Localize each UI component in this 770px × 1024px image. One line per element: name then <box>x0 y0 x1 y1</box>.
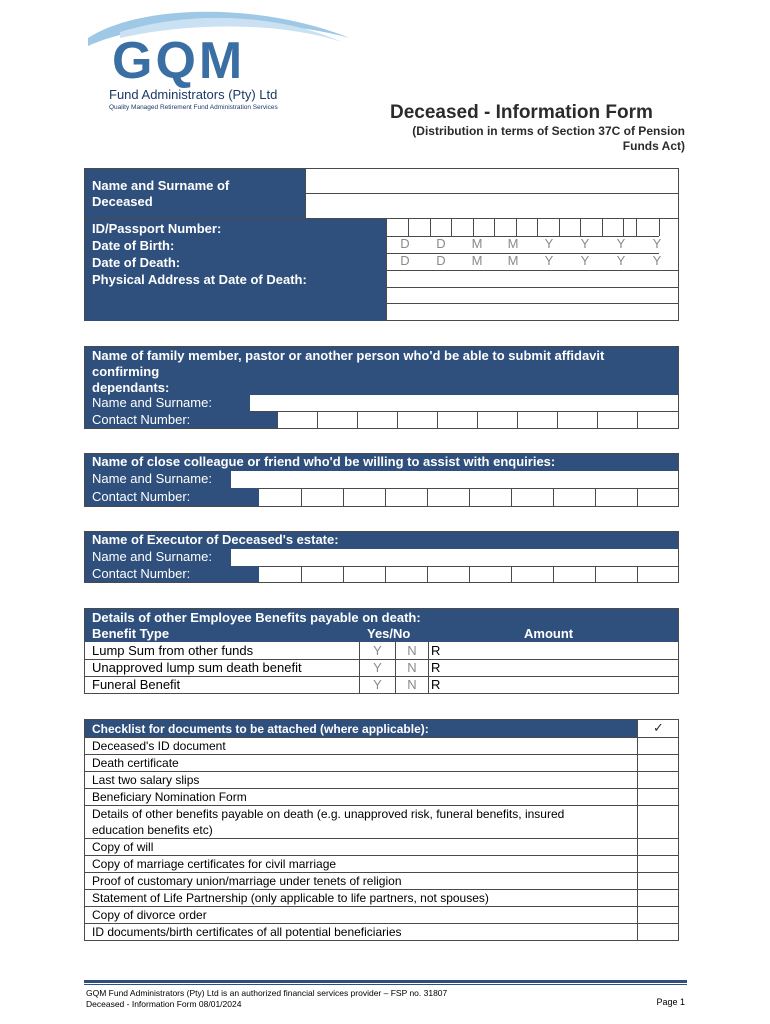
logo-brand: GQM <box>112 32 246 90</box>
checklist-item: ID documents/birth certificates of all potential beneficiaries <box>92 925 402 939</box>
checklist-checkbox[interactable] <box>638 907 678 923</box>
dob-boxes[interactable] <box>387 236 678 253</box>
check-column-header <box>637 720 678 737</box>
dod-y3: Y <box>616 253 626 268</box>
dod-m2: M <box>507 253 519 268</box>
benefit-amount[interactable]: R <box>431 643 441 658</box>
executor-contact-label: Contact Number: <box>92 566 191 581</box>
checklist-item: Statement of Life Partnership (only applicable to life partners, not spouses) <box>92 891 489 905</box>
colleague-contact-label-cell <box>85 488 259 506</box>
deceased-name-label-cell <box>85 169 305 218</box>
footer-page-number: Page 1 <box>656 997 685 1007</box>
dod-m1: M <box>471 253 483 268</box>
checklist-item: Proof of customary union/marriage under tenets of religion <box>92 874 402 888</box>
benefit-type: Unapproved lump sum death benefit <box>92 660 302 675</box>
family-contact-label: Contact Number: <box>92 412 191 427</box>
benefits-col-type: Benefit Type <box>92 626 170 641</box>
colleague-header-text: Name of close colleague or friend who'd be willing to assist with enquiries: <box>92 454 556 469</box>
benefit-yes[interactable]: Y <box>373 677 382 692</box>
checklist-checkbox[interactable] <box>638 873 678 889</box>
form-subtitle-line2: Funds Act) <box>622 139 685 153</box>
colleague-contact-label: Contact Number: <box>92 489 191 504</box>
logo-company: Fund Administrators (Pty) Ltd <box>109 87 278 102</box>
id-label: ID/Passport Number: <box>92 221 222 236</box>
executor-section <box>84 531 679 583</box>
checklist-item: Deceased's ID document <box>92 739 226 753</box>
dob-y4: Y <box>652 236 662 251</box>
benefits-col-yesno: Yes/No <box>367 626 411 641</box>
dob-y2: Y <box>580 236 590 251</box>
dob-y1: Y <box>544 236 554 251</box>
family-name-label: Name and Surname: <box>92 395 212 410</box>
executor-name-field[interactable] <box>231 549 678 566</box>
benefit-amount[interactable]: R <box>431 677 441 692</box>
dob-m1: M <box>471 236 483 251</box>
address-field[interactable] <box>387 270 678 320</box>
family-name-field[interactable] <box>250 395 678 412</box>
dod-y1: Y <box>544 253 554 268</box>
checklist-item: Copy of marriage certificates for civil marriage <box>92 857 337 871</box>
checklist-section <box>84 719 679 941</box>
executor-name-label-cell <box>85 549 231 566</box>
footer-rule <box>84 980 687 983</box>
checklist-checkbox[interactable] <box>638 924 678 940</box>
dob-label: Date of Birth: <box>92 238 175 253</box>
family-header-line2: confirming <box>92 364 160 379</box>
logo-tagline: Quality Managed Retirement Fund Administration Services <box>109 104 278 111</box>
deceased-section <box>84 168 679 321</box>
checklist-item: Death certificate <box>92 756 179 770</box>
dod-y2: Y <box>580 253 590 268</box>
benefit-no[interactable]: N <box>407 660 417 675</box>
form-subtitle-line1: (Distribution in terms of Section 37C of Pension <box>412 124 685 138</box>
benefit-type: Lump Sum from other funds <box>92 643 254 658</box>
executor-name-label: Name and Surname: <box>92 549 212 564</box>
colleague-header <box>85 454 678 471</box>
benefits-header <box>85 609 678 642</box>
dod-d2: D <box>436 253 446 268</box>
dod-d1: D <box>400 253 410 268</box>
checklist-item: Copy of divorce order <box>92 908 207 922</box>
benefits-section <box>84 608 679 694</box>
checklist-checkbox[interactable] <box>638 890 678 906</box>
checklist-item: Beneficiary Nomination Form <box>92 790 247 804</box>
checklist-checkbox[interactable] <box>638 772 678 788</box>
company-logo <box>80 8 360 116</box>
checklist-item <box>92 806 564 838</box>
deceased-name-label-line1: Name and Surname of <box>92 178 230 193</box>
deceased-name-field[interactable] <box>306 194 678 218</box>
benefit-yes[interactable]: Y <box>373 660 382 675</box>
checklist-checkbox[interactable] <box>638 789 678 805</box>
family-header-line1: Name of family member, pastor or another person who'd be able to submit affidavit <box>92 348 605 363</box>
benefit-row <box>85 659 678 676</box>
checklist-item-line2: education benefits etc) <box>92 823 213 837</box>
checklist-header <box>85 720 637 737</box>
executor-header <box>85 532 678 549</box>
colleague-contact-boxes[interactable] <box>259 488 678 506</box>
footer-rule-thin <box>84 984 687 985</box>
checklist-checkbox[interactable] <box>638 856 678 872</box>
checklist-item: Last two salary slips <box>92 773 200 787</box>
form-subtitle <box>380 124 685 154</box>
address-label: Physical Address at Date of Death: <box>92 272 307 287</box>
colleague-name-label: Name and Surname: <box>92 471 212 486</box>
dob-d1: D <box>400 236 410 251</box>
benefit-row <box>85 676 678 693</box>
benefit-type: Funeral Benefit <box>92 677 181 692</box>
deceased-name-label-line2: Deceased <box>92 194 153 209</box>
executor-contact-boxes[interactable] <box>259 566 678 582</box>
dob-d2: D <box>436 236 446 251</box>
checklist-checkbox[interactable] <box>638 738 678 754</box>
checklist-checkbox[interactable] <box>638 755 678 771</box>
form-title: Deceased - Information Form <box>390 102 653 123</box>
colleague-section <box>84 453 679 507</box>
benefit-no[interactable]: N <box>407 677 417 692</box>
id-number-boxes[interactable] <box>387 219 678 236</box>
footer-form-version: Deceased - Information Form 08/01/2024 <box>86 999 242 1009</box>
family-section <box>84 346 679 429</box>
dod-label: Date of Death: <box>92 255 181 270</box>
colleague-name-label-cell <box>85 471 231 488</box>
dob-y3: Y <box>616 236 626 251</box>
check-icon: ✓ <box>653 720 664 735</box>
family-header <box>85 347 678 395</box>
benefits-col-amount: Amount <box>524 626 574 641</box>
executor-header-text: Name of Executor of Deceased's estate: <box>92 532 339 547</box>
benefit-yes[interactable]: Y <box>373 643 382 658</box>
family-header-line3: dependants: <box>92 380 170 395</box>
family-contact-label-cell <box>85 412 277 428</box>
deceased-details-label-cell <box>85 219 386 321</box>
checklist-header-text: Checklist for documents to be attached (where applicable): <box>92 722 429 736</box>
benefits-header-text: Details of other Employee Benefits payable on death: <box>92 610 421 625</box>
checklist-checkbox[interactable] <box>638 806 678 838</box>
benefit-no[interactable]: N <box>407 643 417 658</box>
dod-y4: Y <box>652 253 662 268</box>
colleague-name-field[interactable] <box>231 471 678 488</box>
executor-contact-label-cell <box>85 566 259 582</box>
checklist-item: Copy of will <box>92 840 154 854</box>
checklist-item-line1: Details of other benefits payable on death (e.g. unapproved risk, funeral benefits, insured <box>92 807 565 821</box>
benefit-row <box>85 642 678 659</box>
footer-fsp: GQM Fund Administrators (Pty) Ltd is an authorized financial services provider – FSP no. 31807 <box>86 988 448 998</box>
checklist-checkbox[interactable] <box>638 839 678 855</box>
dod-boxes[interactable] <box>387 253 678 270</box>
family-name-label-cell <box>85 395 250 412</box>
dob-m2: M <box>507 236 519 251</box>
family-contact-boxes[interactable] <box>277 412 678 428</box>
benefit-amount[interactable]: R <box>431 660 441 675</box>
